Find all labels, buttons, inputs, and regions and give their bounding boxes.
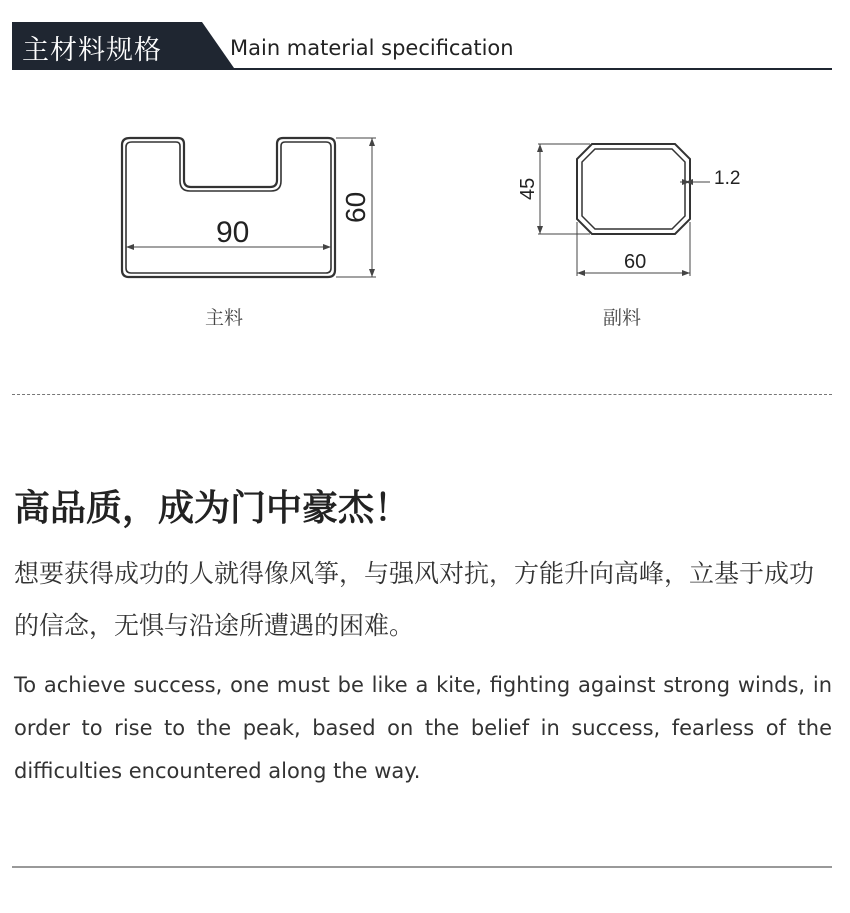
aux-thickness-label: 1.2	[714, 168, 741, 189]
aux-height-label: 45	[517, 177, 539, 200]
aux-profile-diagram	[510, 130, 750, 290]
body-text-en: To achieve success, one must be like a kite, fighting against strong winds, in order to rise to the peak, based on the belief in success, fearless of the difficulties encountered along the way.	[14, 673, 832, 783]
aux-profile-outer	[577, 144, 690, 234]
main-profile-diagram	[110, 125, 390, 290]
main-caption: 主料	[205, 307, 244, 329]
aux-width-label: 60	[624, 251, 647, 273]
bottom-rule	[12, 866, 832, 868]
main-width-label: 90	[216, 216, 250, 249]
header-title-cn: 主材料规格	[22, 35, 162, 66]
main-height-label: 60	[340, 191, 371, 223]
main-profile-inner	[126, 142, 331, 273]
header-rule	[12, 68, 832, 70]
aux-caption: 副料	[603, 307, 642, 329]
body-text-cn: 想要获得成功的人就得像风筝，与强风对抗，方能升向高峰，立基于成功的信念，无惧与沿途所遭遇的困难。	[14, 559, 815, 640]
section-header	[12, 22, 832, 70]
headline: 高品质，成为门中豪杰！	[14, 488, 411, 529]
dashed-divider	[12, 394, 832, 395]
main-profile-outer	[122, 138, 335, 277]
aux-profile-inner	[582, 149, 685, 229]
header-title-en: Main material specification	[230, 36, 514, 60]
